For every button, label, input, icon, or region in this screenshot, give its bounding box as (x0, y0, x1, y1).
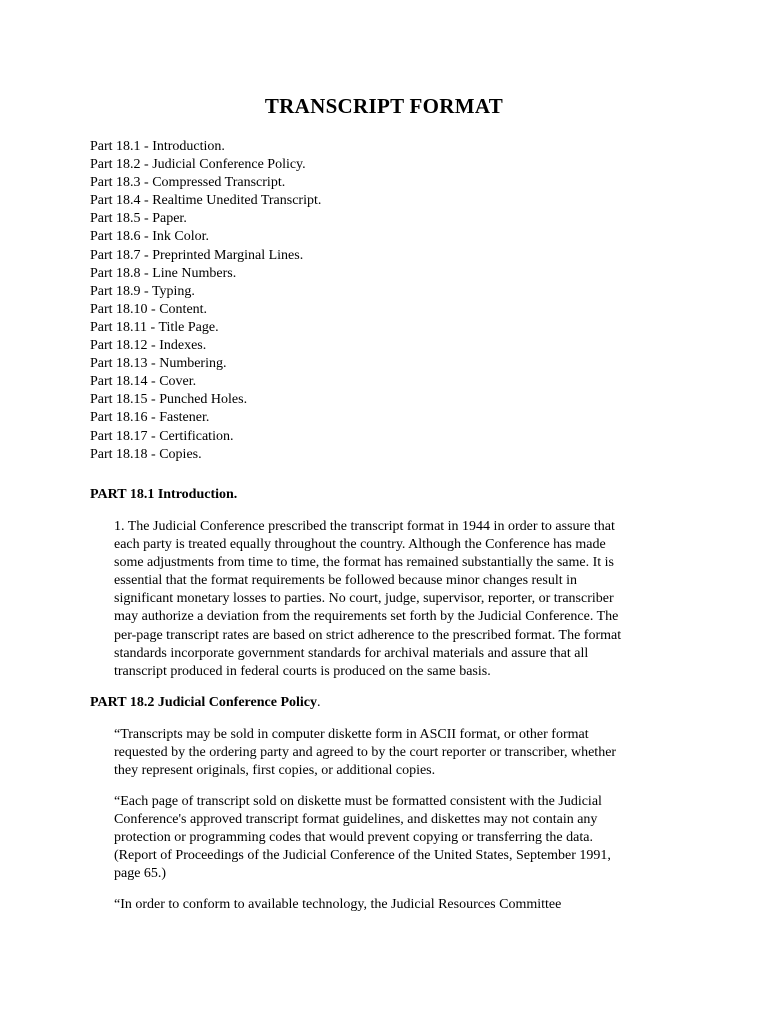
toc-item: Part 18.12 - Indexes. (90, 338, 207, 354)
paragraph-line: “Each page of transcript sold on diskette must be formatted consistent with the Judicial (114, 794, 602, 809)
paragraph-line: standards incorporate government standards for archival materials and assure that all (114, 645, 589, 661)
paragraph-line: 1. The Judicial Conference prescribed the transcript format in 1944 in order to assure that (114, 519, 615, 534)
paragraph-line: significant monetary losses to parties. No court, judge, supervisor, reporter, or transcriber (114, 591, 614, 607)
toc-item: Part 18.6 - Ink Color. (90, 229, 209, 245)
section-heading-introduction: PART 18.1 Introduction. (90, 487, 238, 502)
toc-item: Part 18.2 - Judicial Conference Policy. (90, 157, 306, 173)
paragraph-line: “In order to conform to available technology, the Judicial Resources Committee (114, 897, 562, 912)
toc-item: Part 18.3 - Compressed Transcript. (90, 175, 286, 191)
toc-item: Part 18.5 - Paper. (90, 211, 187, 227)
document-title: TRANSCRIPT FORMAT (264, 94, 504, 118)
paragraph-line: (Report of Proceedings of the Judicial Conference of the United States, September 1991, (114, 848, 611, 864)
table-of-contents (90, 138, 321, 464)
paragraph-line: Conference's approved transcript format guidelines, and diskettes may not contain any (114, 812, 598, 828)
paragraph-line: may authorize a deviation from the requirements set forth by the Judicial Conference. The (114, 609, 619, 625)
toc-item: Part 18.18 - Copies. (90, 446, 202, 462)
paragraph-line: essential that the format requirements be followed because minor changes result in (114, 573, 578, 589)
toc-item: Part 18.9 - Typing. (90, 283, 195, 299)
policy-quote-paragraph (114, 726, 674, 780)
toc-item: Part 18.10 - Content. (90, 301, 208, 317)
toc-item: Part 18.14 - Cover. (90, 374, 197, 390)
introduction-paragraph (114, 518, 674, 681)
toc-item: Part 18.1 - Introduction. (90, 139, 225, 154)
paragraph-line: each party is treated equally throughout the country. Although the Conference has made (114, 537, 606, 553)
paragraph-line: transcript produced in federal courts is produced on the same basis. (114, 663, 491, 679)
toc-item: Part 18.17 - Certification. (90, 428, 234, 444)
toc-item: Part 18.11 - Title Page. (90, 319, 219, 335)
paragraph-line: per-page transcript rates are based on strict adherence to the prescribed format. The format (114, 627, 622, 643)
paragraph-line: some adjustments from time to time, the format has remained substantially the same. It is (114, 555, 615, 571)
toc-item: Part 18.16 - Fastener. (90, 410, 210, 426)
toc-item: Part 18.13 - Numbering. (90, 356, 227, 372)
toc-item: Part 18.4 - Realtime Unedited Transcript. (90, 193, 322, 209)
toc-item: Part 18.7 - Preprinted Marginal Lines. (90, 247, 304, 263)
paragraph-line: requested by the ordering party and agreed to by the court reporter or transcriber, whether (114, 745, 617, 761)
policy-quote-paragraph (114, 896, 674, 914)
toc-item: Part 18.8 - Line Numbers. (90, 265, 237, 281)
policy-quote-paragraph (114, 793, 674, 883)
section-heading-judicial-conference-policy (90, 695, 321, 711)
heading-period: . (317, 695, 321, 710)
paragraph-line: “Transcripts may be sold in computer diskette form in ASCII format, or other format (114, 727, 589, 742)
toc-item: Part 18.15 - Punched Holes. (90, 392, 248, 408)
heading-text: PART 18.2 Judicial Conference Policy (90, 695, 317, 710)
paragraph-line: they represent originals, first copies, or additional copies. (114, 763, 436, 779)
paragraph-line: protection or programming codes that would prevent copying or transferring the data. (114, 830, 593, 846)
paragraph-line: page 65.) (114, 866, 167, 882)
